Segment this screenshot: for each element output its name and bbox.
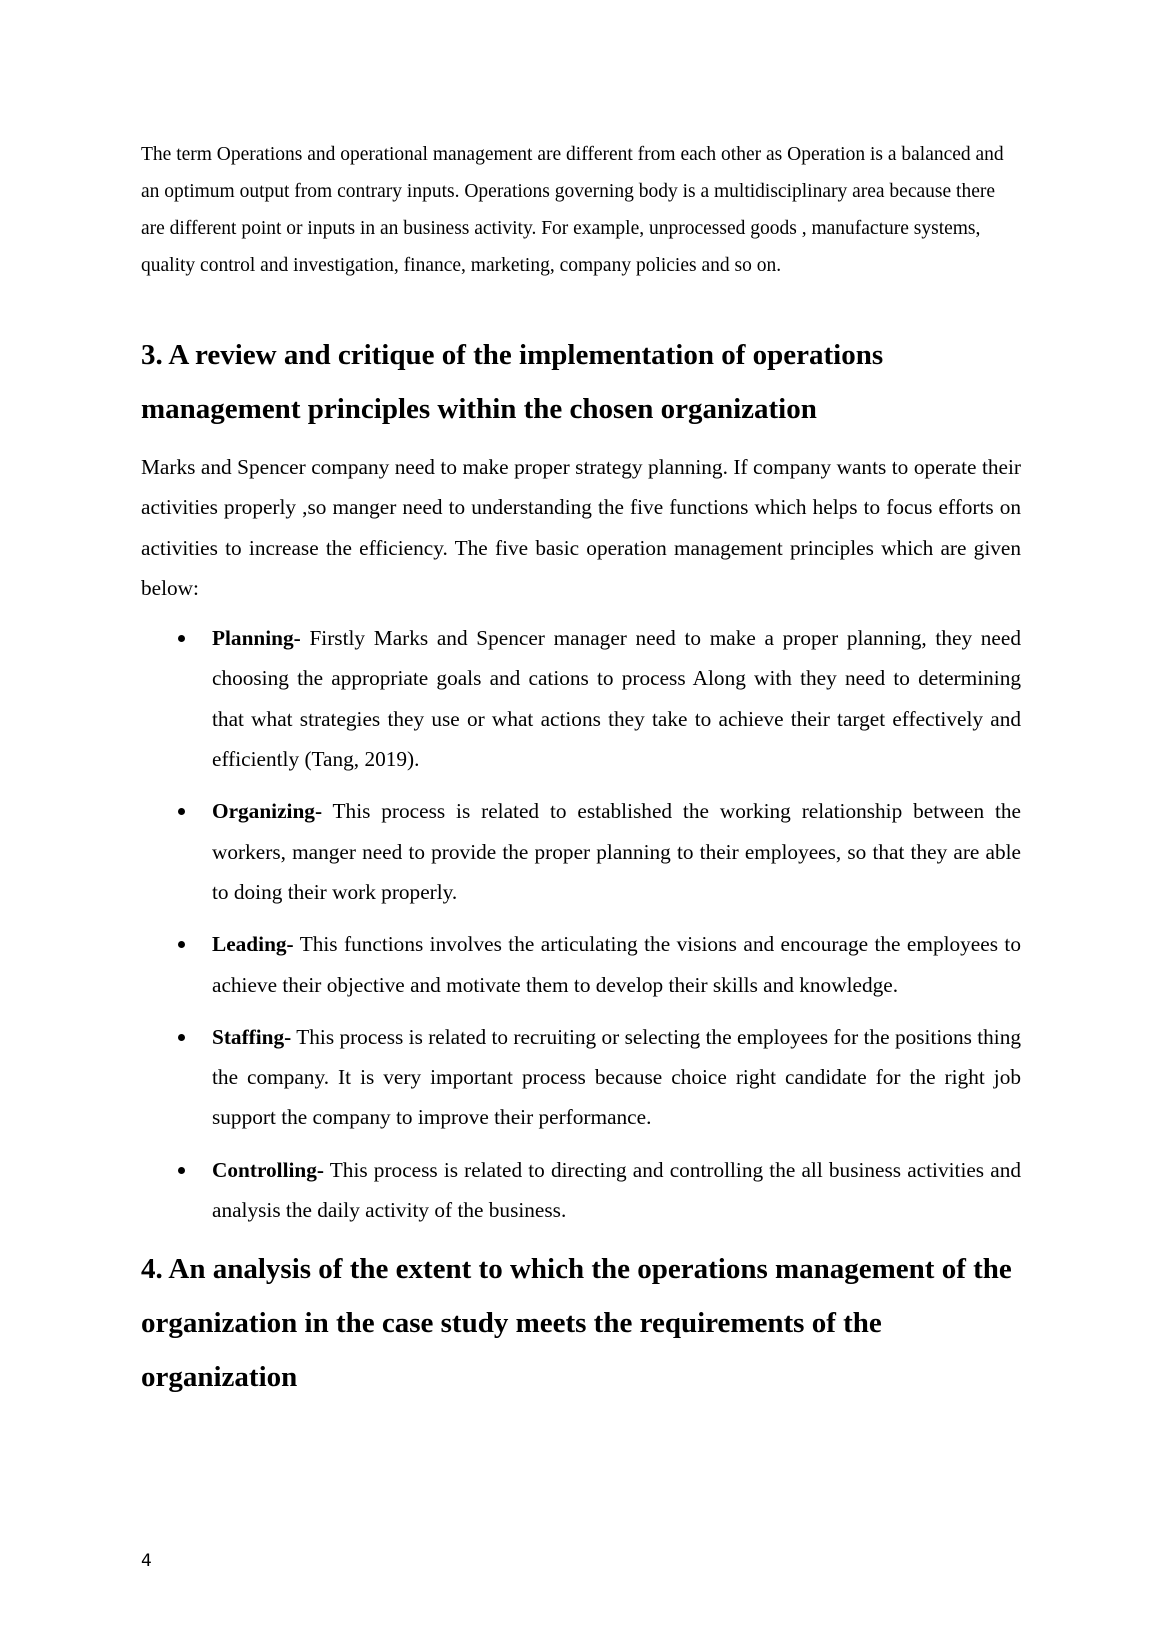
- intro-paragraph: The term Operations and operational management are different from each other as Operation is a balanced and an optimum output from contrary inputs. Operations governing body is a multidisciplinary area because there are different point or inputs in an business activity. For example, unprocessed goods , manufacture systems, quality control and investigation, finance, marketing, company policies and so on.: [141, 144, 1004, 276]
- principle-term: Controlling-: [212, 1157, 325, 1182]
- bullet-icon: [178, 808, 185, 815]
- section-3-paragraph: Marks and Spencer company need to make proper strategy planning. If company wants to operate their activities properly ,so manger need to understanding the five functions which helps to focus efforts on activities to increase the efficiency. The five basic operation management principles which are given below:: [141, 455, 1021, 600]
- list-item-leading: [141, 924, 1021, 1005]
- list-item-staffing: [141, 1017, 1021, 1138]
- principle-text: This process is related to established the working relationship between the workers, manger need to provide the proper planning to their employees, so that they are able to doing their work properly.: [212, 799, 1021, 904]
- document-page: [141, 136, 1021, 1404]
- principles-list: [141, 618, 1021, 1230]
- principle-text: This functions involves the articulating the visions and encourage the employees to achieve their objective and motivate them to develop their skills and knowledge.: [212, 932, 1021, 997]
- list-item-controlling: [141, 1150, 1021, 1231]
- principle-text: This process is related to recruiting or selecting the employees for the positions thing the company. It is very important process because choice right candidate for the right job support the company to improve their performance.: [212, 1024, 1021, 1130]
- bullet-icon: [178, 941, 185, 948]
- page-number: 4: [141, 1551, 152, 1571]
- section-3-heading: 3. A review and critique of the implementation of operations management principles within the chosen organization: [141, 339, 884, 425]
- principle-term: Planning-: [212, 626, 301, 651]
- list-item-organizing: [141, 791, 1021, 912]
- principle-text: This process is related to directing and controlling the all business activities and analysis the daily activity of the business.: [212, 1157, 1021, 1223]
- principle-term: Staffing-: [212, 1024, 292, 1049]
- list-item-planning: [141, 618, 1021, 779]
- principle-term: Organizing-: [212, 799, 323, 824]
- section-4-heading: 4. An analysis of the extent to which the operations management of the organization in the case study meets the requirements of the organization: [141, 1253, 1012, 1394]
- bullet-icon: [178, 1167, 185, 1174]
- bullet-icon: [178, 1034, 185, 1041]
- principle-text: Firstly Marks and Spencer manager need to make a proper planning, they need choosing the appropriate goals and cations to process Along with they need to determining that what strategies they use or what actions they take to achieve their target effectively and efficiently (Tang, 2019).: [212, 626, 1021, 772]
- bullet-icon: [178, 635, 185, 642]
- principle-term: Leading-: [212, 932, 294, 957]
